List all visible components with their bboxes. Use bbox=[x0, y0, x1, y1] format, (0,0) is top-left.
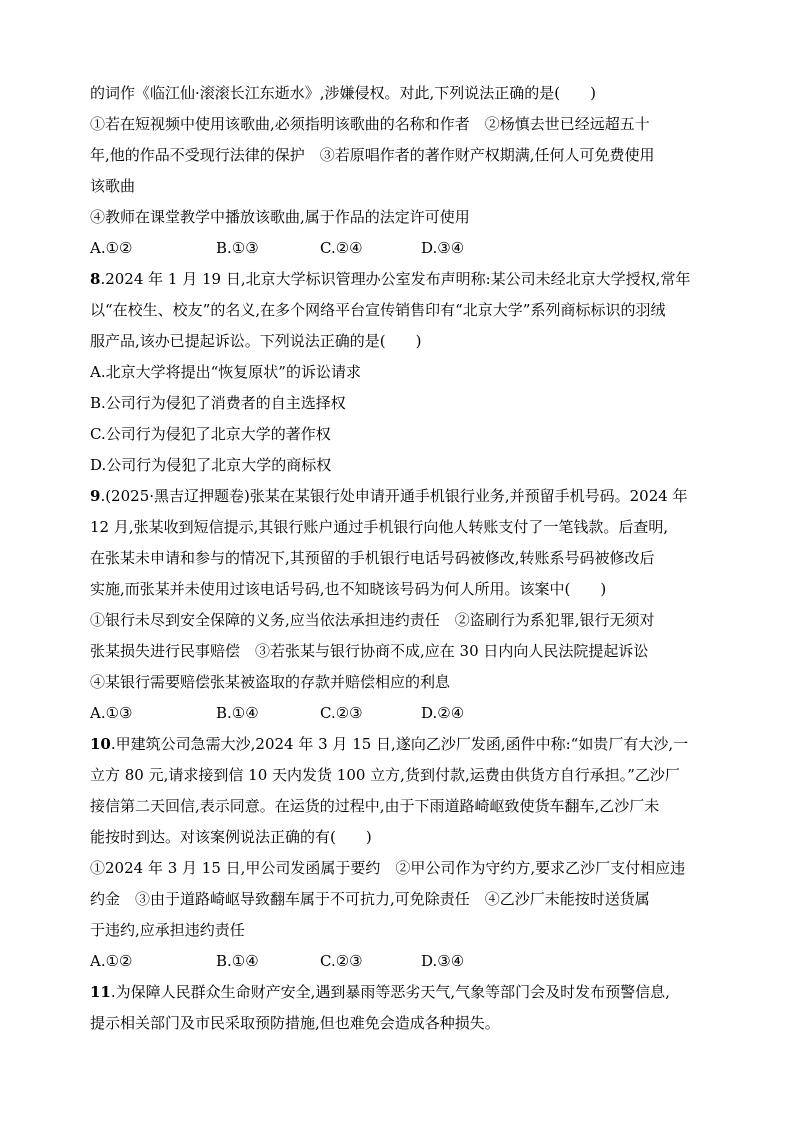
question-stem-line: 能按时到达。对该案例说法正确的有( ) bbox=[90, 828, 372, 846]
option-d: D.②④ bbox=[421, 704, 465, 722]
option-d: D.③④ bbox=[421, 952, 465, 970]
question-7 bbox=[90, 78, 708, 264]
statement-line: 张某损失进行民事赔偿 ③若张某与银行协商不成,应在 30 日内向人民法院提起诉讼 bbox=[90, 642, 649, 660]
statement-line: ①若在短视频中使用该歌曲,必须指明该歌曲的名称和作者 ②杨慎去世已经远超五十 bbox=[90, 115, 650, 133]
stem-text: .2024 年 1 月 19 日,北京大学标识管理办公室发布声明称:某公司未经北京大学授权,常年 bbox=[100, 270, 691, 288]
exam-page bbox=[90, 78, 708, 1039]
option-c: C.②③ bbox=[320, 952, 363, 970]
option-c: C.②④ bbox=[320, 239, 363, 257]
statement-line: 约金 ③由于道路崎岖导致翻车属于不可抗力,可免除责任 ④乙沙厂未能按时送货属 bbox=[90, 890, 650, 908]
answer-options bbox=[90, 946, 708, 977]
question-number: 11 bbox=[90, 983, 111, 1001]
question-stem bbox=[90, 481, 708, 512]
option-a: A.①③ bbox=[90, 704, 133, 722]
answer-options bbox=[90, 233, 708, 264]
option-a: A.①② bbox=[90, 952, 133, 970]
question-number: 10 bbox=[90, 735, 111, 753]
question-9 bbox=[90, 481, 708, 729]
question-11 bbox=[90, 977, 708, 1039]
statement-line: ④教师在课堂教学中播放该歌曲,属于作品的法定许可使用 bbox=[90, 208, 470, 226]
question-10 bbox=[90, 729, 708, 977]
option-a: A.①② bbox=[90, 239, 133, 257]
option-c: C.公司行为侵犯了北京大学的著作权 bbox=[90, 425, 331, 443]
option-d: D.公司行为侵犯了北京大学的商标权 bbox=[90, 456, 332, 474]
question-stem bbox=[90, 977, 708, 1008]
statement-line: ④某银行需要赔偿张某被盗取的存款并赔偿相应的利息 bbox=[90, 673, 451, 691]
question-stem-line: 服产品,该办已提起诉讼。下列说法正确的是( ) bbox=[90, 332, 422, 350]
question-stem-line: 实施,而张某并未使用过该电话号码,也不知晓该号码为何人所用。该案中( ) bbox=[90, 580, 607, 598]
option-a: A.北京大学将提出“恢复原状”的诉讼请求 bbox=[90, 363, 361, 381]
question-stem: 的词作《临江仙·滚滚长江东逝水》,涉嫌侵权。对此,下列说法正确的是( ) bbox=[90, 84, 597, 102]
question-stem-line: 接信第二天回信,表示同意。在运货的过程中,由于下雨道路崎岖致使货车翻车,乙沙厂未 bbox=[90, 797, 660, 815]
statement-line: ①2024 年 3 月 15 日,甲公司发函属于要约 ②甲公司作为守约方,要求乙沙厂支付相应违 bbox=[90, 859, 686, 877]
statement-line: 年,他的作品不受现行法律的保护 ③若原唱作者的著作财产权期满,任何人可免费使用 bbox=[90, 146, 655, 164]
question-number: 8 bbox=[90, 270, 101, 288]
statement-line: 于违约,应承担违约责任 bbox=[90, 921, 245, 939]
question-stem bbox=[90, 729, 708, 760]
answer-options bbox=[90, 698, 708, 729]
option-b: B.①③ bbox=[216, 239, 259, 257]
option-b: B.①④ bbox=[216, 952, 259, 970]
option-c: C.②③ bbox=[320, 704, 363, 722]
stem-text: .(2025·黑吉辽押题卷)张某在某银行处申请开通手机银行业务,并预留手机号码。2024 年 bbox=[100, 487, 688, 505]
question-stem-line: 在张某未申请和参与的情况下,其预留的手机银行电话号码被修改,转账系号码被修改后 bbox=[90, 549, 655, 567]
option-b: B.①④ bbox=[216, 704, 259, 722]
stem-text: .甲建筑公司急需大沙,2024 年 3 月 15 日,遂向乙沙厂发函,函件中称:“如贵厂有大沙,一 bbox=[110, 735, 689, 753]
statement-line: ①银行未尽到安全保障的义务,应当依法承担违约责任 ②盗刷行为系犯罪,银行无须对 bbox=[90, 611, 655, 629]
option-d: D.③④ bbox=[421, 239, 465, 257]
question-stem bbox=[90, 264, 708, 295]
statement-line: 该歌曲 bbox=[90, 177, 136, 195]
question-number: 9 bbox=[90, 487, 101, 505]
stem-text: .为保障人民群众生命财产安全,遇到暴雨等恶劣天气,气象等部门会及时发布预警信息, bbox=[110, 983, 670, 1001]
question-stem-line: 提示相关部门及市民采取预防措施,但也难免会造成各种损失。 bbox=[90, 1014, 500, 1032]
question-stem-line: 立方 80 元,请求接到信 10 天内发货 100 立方,货到付款,运费由供货方自行承担。”乙沙厂 bbox=[90, 766, 680, 784]
option-b: B.公司行为侵犯了消费者的自主选择权 bbox=[90, 394, 346, 412]
question-stem-line: 12 月,张某收到短信提示,其银行账户通过手机银行向他人转账支付了一笔钱款。后查明, bbox=[90, 518, 669, 536]
question-stem-line: 以“在校生、校友”的名义,在多个网络平台宣传销售印有“北京大学”系列商标标识的羽绒 bbox=[90, 301, 666, 319]
question-8 bbox=[90, 264, 708, 481]
